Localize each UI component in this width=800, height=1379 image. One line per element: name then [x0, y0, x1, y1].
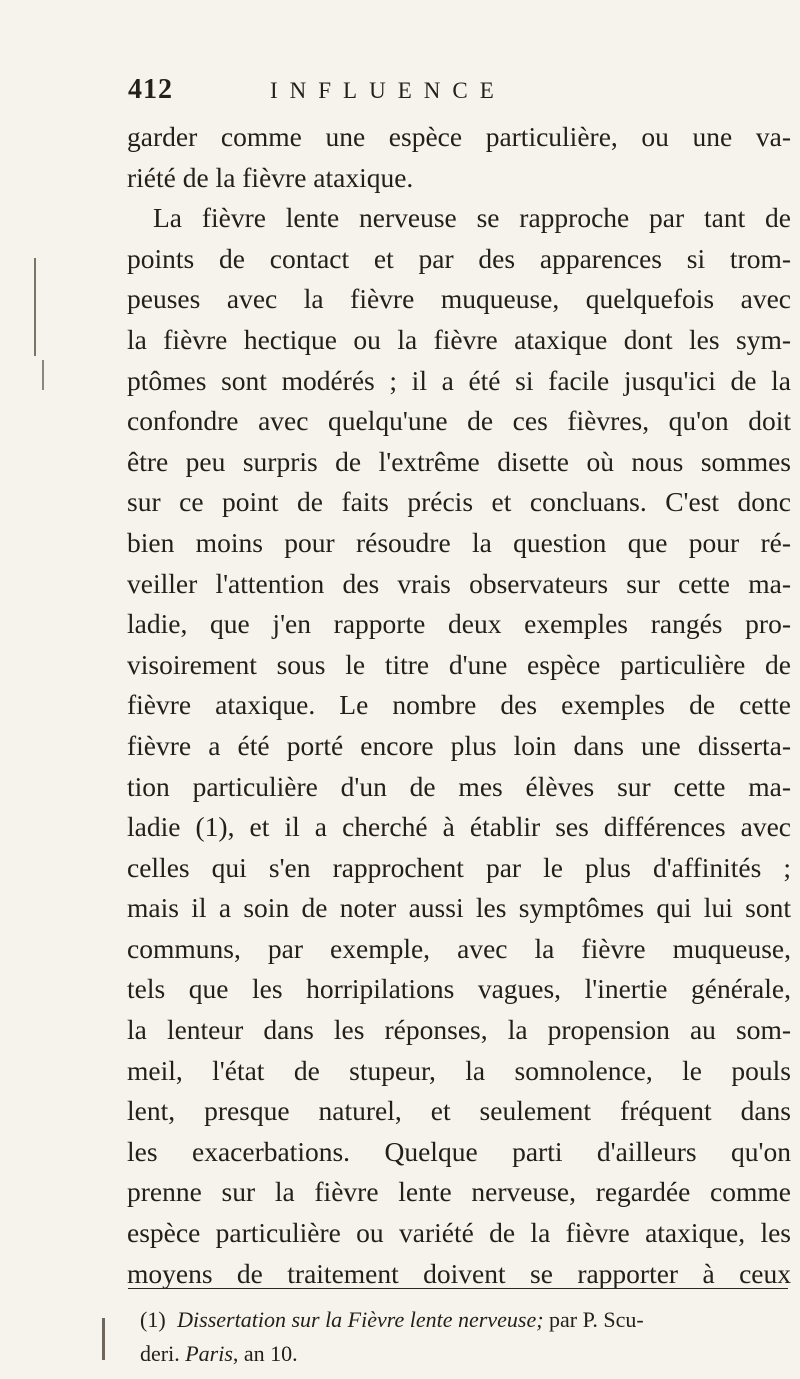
- footnote: [140, 1303, 790, 1371]
- footnote-marker: (1): [140, 1307, 166, 1332]
- footnote-author-end: deri.: [140, 1341, 180, 1366]
- text-line: riété de la fièvre ataxique.: [127, 161, 414, 193]
- footnote-rule: [128, 1288, 788, 1289]
- text-line: meil, l'état de stupeur, la somnolence, le pouls: [127, 1054, 791, 1086]
- text-line: fièvre ataxique. Le nombre des exemples de cette: [127, 689, 791, 721]
- text-line: celles qui s'en rapprochent par le plus d'affinités ;: [127, 851, 791, 883]
- body-text: [127, 117, 791, 1294]
- text-line: ladie, que j'en rapporte deux exemples rangés pro-: [127, 608, 791, 640]
- text-line: communs, par exemple, avec la fièvre muqueuse,: [127, 932, 791, 964]
- text-line: fièvre a été porté encore plus loin dans une disserta-: [127, 729, 791, 761]
- footnote-line: [140, 1303, 790, 1337]
- text-line: peuses avec la fièvre muqueuse, quelquefois avec: [127, 283, 791, 315]
- text-line: confondre avec quelqu'une de ces fièvres, qu'on doit: [127, 405, 791, 437]
- margin-pencil-mark: [42, 360, 44, 390]
- text-line: tion particulière d'un de mes élèves sur cette ma-: [127, 770, 791, 802]
- text-line: bien moins pour résoudre la question que pour ré-: [127, 526, 791, 558]
- text-line: veiller l'attention des vrais observateurs sur cette ma-: [127, 567, 791, 599]
- text-line: ptômes sont modérés ; il a été si facile jusqu'ici de la: [127, 364, 791, 396]
- text-line: les exacerbations. Quelque parti d'ailleurs qu'on: [127, 1135, 791, 1167]
- margin-pencil-mark: [34, 258, 36, 356]
- text-line: tels que les horripilations vagues, l'inertie générale,: [127, 973, 791, 1005]
- text-line: ladie (1), et il a cherché à établir ses différences avec: [127, 811, 791, 843]
- footnote-author: par P. Scu-: [549, 1307, 644, 1332]
- text-line: visoirement sous le titre d'une espèce particulière de: [127, 648, 791, 680]
- page-number: 412: [128, 74, 173, 105]
- page-header: [0, 70, 800, 120]
- text-line: mais il a soin de noter aussi les symptômes qui lui sont: [127, 892, 791, 924]
- text-line: la fièvre hectique ou la fièvre ataxique dont les sym-: [127, 323, 791, 355]
- text-line: prenne sur la fièvre lente nerveuse, regardée comme: [127, 1176, 791, 1208]
- text-line: espèce particulière ou variété de la fièvre ataxique, les: [127, 1217, 791, 1249]
- text-line: être peu surpris de l'extrême disette où nous sommes: [127, 445, 791, 477]
- running-head: INFLUENCE: [270, 78, 506, 103]
- footnote-year: , an 10.: [232, 1341, 298, 1366]
- text-line: points de contact et par des apparences si trom-: [127, 242, 791, 274]
- footnote-line: [140, 1337, 790, 1371]
- text-line: La fièvre lente nerveuse se rapproche par tant de: [153, 202, 791, 234]
- text-line: la lenteur dans les réponses, la propension au som-: [127, 1014, 791, 1046]
- text-line: garder comme une espèce particulière, ou une va-: [127, 121, 791, 152]
- text-line: moyens de traitement doivent se rapporter à ceux: [127, 1257, 791, 1289]
- text-line: sur ce point de faits précis et concluans. C'est donc: [127, 486, 791, 518]
- footnote-title: Dissertation sur la Fièvre lente nerveuse;: [177, 1307, 544, 1332]
- text-line: lent, presque naturel, et seulement fréquent dans: [127, 1095, 791, 1127]
- margin-pencil-mark: [102, 1318, 105, 1360]
- footnote-place: Paris: [185, 1341, 233, 1366]
